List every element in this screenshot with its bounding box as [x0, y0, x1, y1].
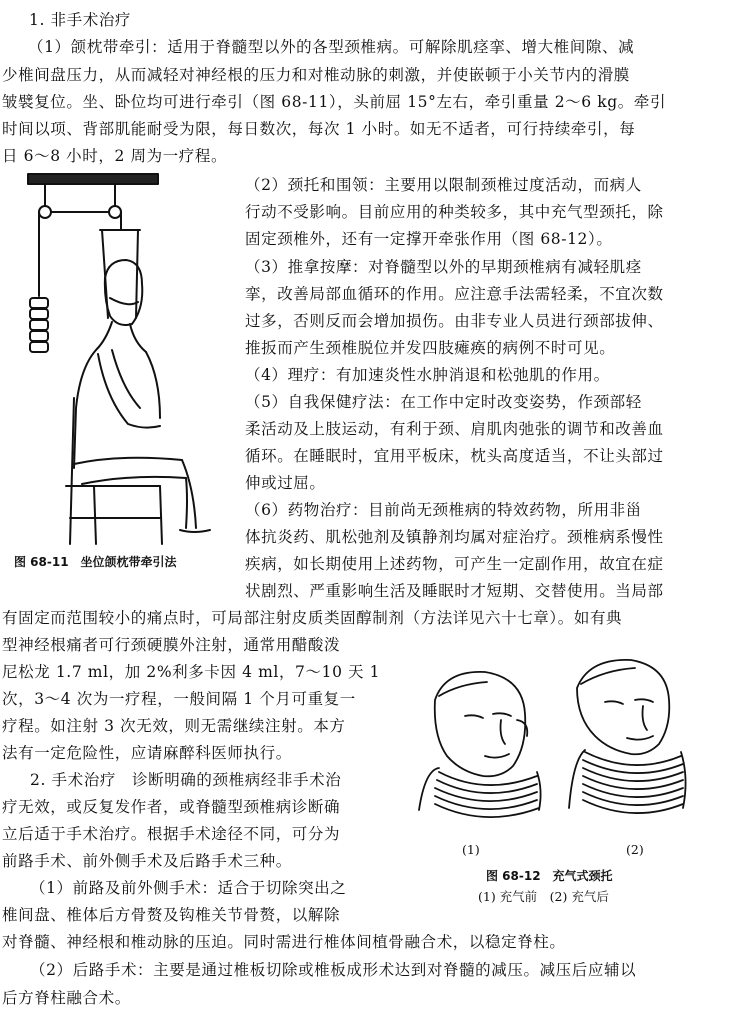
- text-line: 状剧烈、严重影响生活及睡眠时才短期、交替使用。当局部: [245, 582, 664, 600]
- text-line: （5）自我保健疗法：在工作中定时改变姿势，作颈部轻: [245, 393, 642, 411]
- text-line: 过多，否则反而会增加损伤。由非专业人员进行颈部拔伸、: [245, 312, 664, 330]
- text-line: 前路手术、前外侧手术及后路手术三种。: [2, 852, 292, 870]
- text-line: 皱襞复位。坐、卧位均可进行牵引（图 68-11），头前屈 15°左右，牵引重量 2～6 kg。牵引: [2, 93, 667, 111]
- text-line: （4）理疗：有加速炎性水肿消退和松弛肌的作用。: [245, 366, 610, 384]
- text-line: 法有一定危险性，应请麻醉科医师执行。: [2, 744, 292, 762]
- figure-68-12-caption: 图 68-12 充气式颈托: [486, 869, 613, 883]
- text-line: 型神经根痛者可行颈硬膜外注射，通常用醋酸泼: [2, 636, 341, 654]
- text-line: 循环。在睡眠时，宜用平板床，枕头高度适当，不让头部过: [245, 447, 664, 465]
- figure-collar-before: [405, 660, 545, 835]
- figure-68-11-caption: 图 68-11 坐位颌枕带牵引法: [14, 555, 177, 569]
- text-line: 行动不受影响。目前应用的种类较多，其中充气型颈托，除: [245, 203, 664, 221]
- section-heading-nonsurgical: 1. 非手术治疗: [29, 11, 132, 29]
- text-line: 少椎间盘压力，从而减轻对神经根的压力和对椎动脉的刺激，并使嵌顿于小关节内的滑膜: [2, 66, 630, 84]
- text-line: 次，3～4 次为一疗程，一般间隔 1 个月可重复一: [2, 690, 356, 708]
- text-line: 推扳而产生颈椎脱位并发四肢瘫痪的病例不时可见。: [245, 339, 616, 357]
- text-line: 体抗炎药、肌松弛剂及镇静剂均属对症治疗。颈椎病系慢性: [245, 528, 664, 546]
- text-line: 尼松龙 1.7 ml，加 2%利多卡因 4 ml，7～10 天 1: [2, 663, 381, 681]
- figure-68-12-label-2: (2): [626, 842, 644, 857]
- figure-collar-after: [555, 652, 695, 827]
- text-line: 椎间盘、椎体后方骨赘及钩椎关节骨赘，以解除: [2, 906, 341, 924]
- text-line: 立后适于手术治疗。根据手术途径不同，可分为: [2, 825, 341, 843]
- figure-seated-traction: [10, 168, 220, 548]
- text-line: 对脊髓、神经根和椎动脉的压迫。同时需进行椎体间植骨融合术，以稳定脊柱。: [2, 933, 566, 951]
- text-line: 伸或过屈。: [245, 474, 326, 492]
- figure-68-12-subcaption: (1) 充气前 (2) 充气后: [478, 889, 609, 904]
- text-line: 疾病，如长期使用上述药物，可产生一定副作用，故宜在症: [245, 555, 664, 573]
- section-heading-surgical: 2. 手术治疗 诊断明确的颈椎病经非手术治: [30, 771, 342, 789]
- text-line: （2）后路手术：主要是通过椎板切除或椎板成形术达到对脊髓的减压。减压后应辅以: [30, 961, 637, 979]
- figure-68-12-label-1: (1): [462, 842, 480, 857]
- text-line: 疗无效，或反复发作者，或脊髓型颈椎病诊断确: [2, 798, 341, 816]
- text-line: 日 6～8 小时，2 周为一疗程。: [2, 147, 228, 165]
- text-line: 时间以项、背部肌能耐受为限，每日数次，每次 1 小时。如无不适者，可行持续牵引，每: [2, 120, 636, 138]
- text-line: 固定颈椎外，还有一定撑开牵张作用（图 68-12）。: [245, 230, 613, 248]
- text-line: 后方脊柱融合术。: [2, 989, 131, 1007]
- text-line: 有固定而范围较小的痛点时，可局部注射皮质类固醇制剂（方法详见六十七章）。如有典: [2, 609, 623, 627]
- text-line: 柔活动及上肢运动，有利于颈、肩肌肉弛张的调节和改善血: [245, 420, 664, 438]
- text-line: （6）药物治疗：目前尚无颈椎病的特效药物，所用非甾: [245, 501, 642, 519]
- text-line: （2）颈托和围领：主要用以限制颈椎过度活动，而病人: [245, 176, 642, 194]
- text-line: （1）颌枕带牵引：适用于脊髓型以外的各型颈椎病。可解除肌痉挛、增大椎间隙、减: [28, 38, 635, 56]
- text-line: 挛，改善局部血循环的作用。应注意手法需轻柔，不宜次数: [245, 285, 664, 303]
- text-line: 疗程。如注射 3 次无效，则无需继续注射。本方: [2, 717, 346, 735]
- text-line: （1）前路及前外侧手术：适合于切除突出之: [30, 879, 347, 897]
- text-line: （3）推拿按摩：对脊髓型以外的早期颈椎病有减轻肌痉: [245, 258, 642, 276]
